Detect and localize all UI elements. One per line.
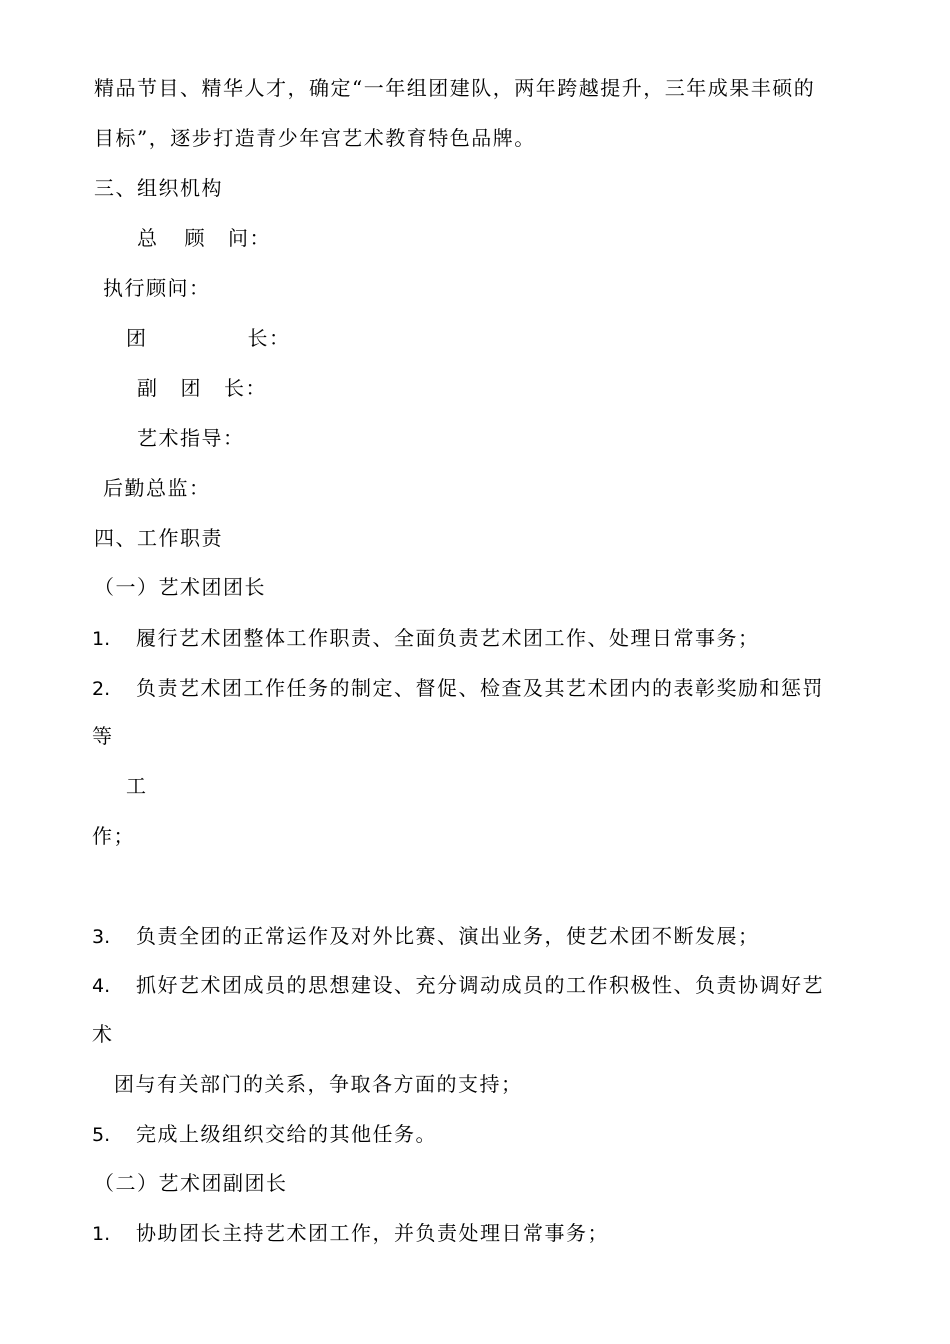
role-chief-advisor-char-2: 顾	[184, 226, 206, 250]
list-item-text: 履行艺术团整体工作职责、全面负责艺术团工作、处理日常事务；	[136, 626, 760, 650]
list-item-number: 5.	[92, 1124, 111, 1146]
list-item	[92, 626, 760, 651]
list-item	[92, 924, 760, 949]
list-item	[92, 1221, 609, 1246]
list-item-number: 1.	[92, 1223, 111, 1245]
list-item-text: 抓好艺术团成员的思想建设、充分调动成员的工作积极性、负责协调好艺	[136, 973, 824, 997]
list-item-text: 完成上级组织交给的其他任务。	[136, 1122, 437, 1146]
list-item-continuation: 术	[92, 1022, 114, 1046]
list-item-continuation: 团与有关部门的关系，争取各方面的支持；	[114, 1072, 523, 1096]
section-4-heading: 四、工作职责	[94, 526, 223, 550]
role-exec-advisor: 执行顾问：	[103, 276, 211, 300]
role-leader-char-1: 团	[126, 326, 148, 350]
list-item	[92, 973, 824, 998]
role-chief-advisor-char-1: 总	[137, 226, 159, 250]
role-deputy	[137, 376, 267, 400]
list-item-text: 协助团长主持艺术团工作，并负责处理日常事务；	[136, 1221, 609, 1245]
list-item-number: 3.	[92, 926, 111, 948]
role-chief-advisor-char-3: 问：	[228, 226, 271, 250]
intro-line-1: 精品节目、精华人才，确定“一年组团建队，两年跨越提升，三年成果丰硕的	[94, 76, 816, 100]
list-item-number: 2.	[92, 678, 111, 700]
list-item-continuation: 工	[126, 774, 148, 798]
sub-2-heading: （二）艺术团副团长	[94, 1171, 288, 1195]
role-leader-char-2: 长：	[247, 326, 291, 350]
intro-line-2: 目标”，逐步打造青少年宫艺术教育特色品牌。	[94, 126, 536, 150]
list-item	[92, 676, 824, 701]
list-item-continuation: 等	[92, 724, 114, 748]
section-3-heading: 三、组织机构	[94, 176, 223, 200]
list-item-number: 1.	[92, 628, 111, 650]
role-deputy-char-2: 团	[180, 376, 202, 400]
list-item-text: 负责艺术团工作任务的制定、督促、检查及其艺术团内的表彰奖励和惩罚	[136, 676, 824, 700]
list-item-continuation: 作；	[92, 824, 135, 848]
sub-1-heading: （一）艺术团团长	[94, 575, 266, 599]
role-leader	[126, 326, 291, 350]
role-deputy-char-3: 长：	[224, 376, 267, 400]
role-deputy-char-1: 副	[137, 376, 159, 400]
list-item	[92, 1122, 437, 1147]
list-item-number: 4.	[92, 975, 111, 997]
role-art-director: 艺术指导：	[137, 426, 245, 450]
role-chief-advisor	[137, 226, 271, 250]
list-item-text: 负责全团的正常运作及对外比赛、演出业务，使艺术团不断发展；	[136, 924, 760, 948]
role-logistics: 后勤总监：	[103, 476, 211, 500]
